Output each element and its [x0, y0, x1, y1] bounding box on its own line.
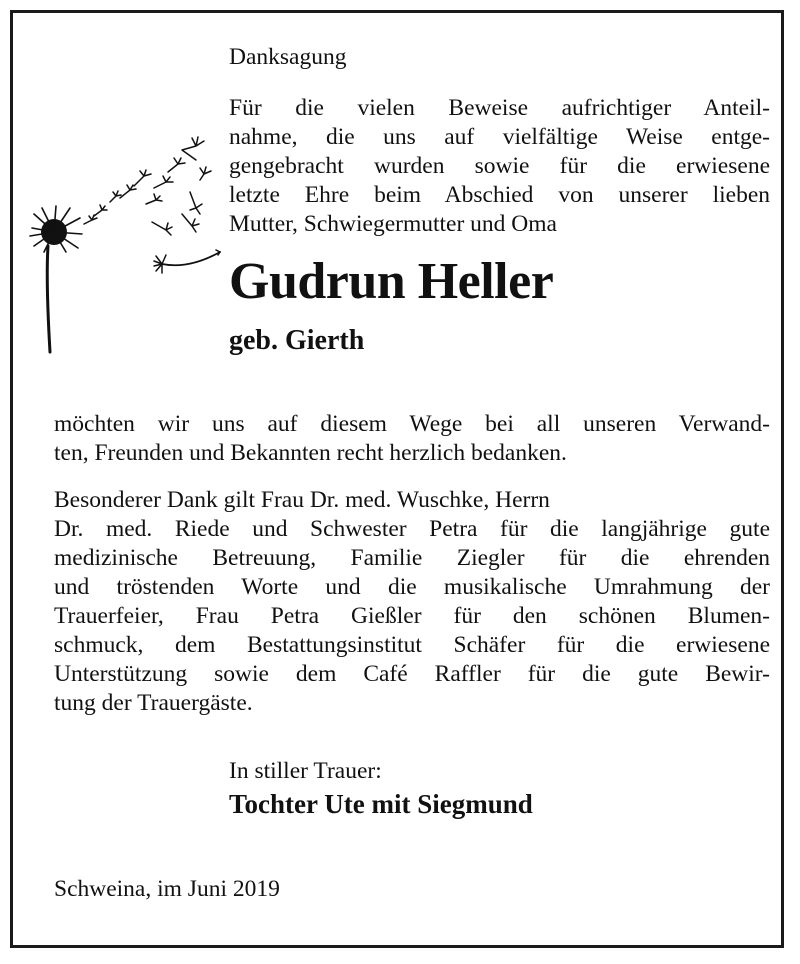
special-thanks-line: Trauerfeier, Frau Petra Gießler für den schönen Blumen-: [54, 603, 770, 629]
special-thanks-line: Unterstützung sowie dem Café Raffler für die gute Bewir-: [54, 661, 770, 687]
special-thanks-line: Besonderer Dank gilt Frau Dr. med. Wuschke, Herrn: [54, 487, 550, 513]
special-thanks-line: Dr. med. Riede und Schwester Petra für die langjährige gute: [54, 516, 770, 542]
special-thanks-line: tung der Trauergäste.: [54, 690, 253, 716]
thanks-paragraph: [54, 410, 770, 468]
special-thanks-line: schmuck, dem Bestattungsinstitut Schäfer für die erwiesene: [54, 632, 770, 658]
intro-line: letzte Ehre beim Abschied von unserer lieben: [229, 182, 770, 208]
special-thanks-paragraph: [54, 486, 770, 718]
special-thanks-line: und tröstenden Worte und die musikalische Umrahmung der: [54, 574, 770, 600]
thanks-line: ten, Freunden und Bekannten recht herzlich bedanken.: [54, 440, 567, 466]
intro-line: Für die vielen Beweise aufrichtiger Anteil-: [229, 95, 770, 121]
signer-name: Tochter Ute mit Siegmund: [229, 789, 533, 819]
intro-line: Mutter, Schwiegermutter und Oma: [229, 211, 557, 237]
intro-paragraph: [229, 94, 770, 239]
intro-line: nahme, die uns auf vielfältige Weise entge-: [229, 124, 770, 150]
mourning-label: In stiller Trauer:: [229, 758, 382, 784]
place-date: Schweina, im Juni 2019: [54, 876, 280, 902]
deceased-name: Gudrun Heller: [229, 253, 554, 310]
heading: Danksagung: [229, 44, 347, 70]
dandelion-icon: [22, 128, 228, 360]
thanks-line: möchten wir uns auf diesem Wege bei all unseren Verwand-: [54, 411, 770, 437]
maiden-name: geb. Gierth: [229, 325, 365, 356]
special-thanks-line: medizinische Betreuung, Familie Ziegler für die ehrenden: [54, 545, 770, 571]
intro-line: gengebracht wurden sowie für die erwiesene: [229, 153, 770, 179]
